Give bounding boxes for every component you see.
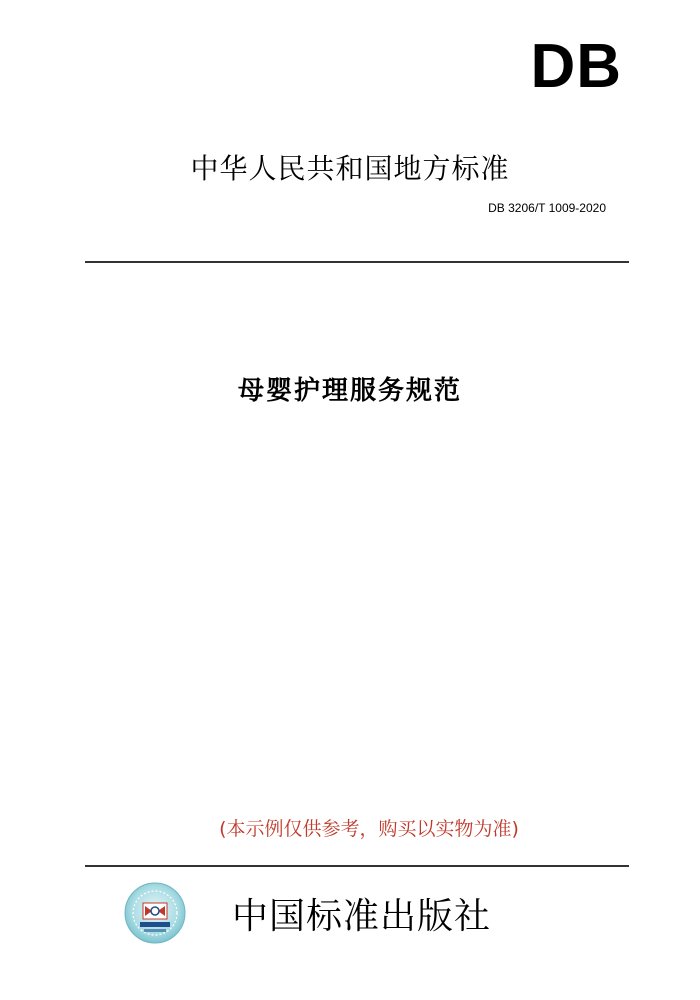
standard-code: DB 3206/T 1009-2020 [488,201,606,215]
top-divider [85,261,629,263]
db-logo: DB [530,32,622,101]
publisher-seal-icon [124,882,186,944]
sample-disclaimer: (本示例仅供参考，购买以实物为准) [219,818,519,840]
bottom-divider [85,865,629,867]
standard-type-heading: 中华人民共和国地方标准 [190,152,510,185]
publisher-name: 中国标准出版社 [232,896,492,937]
document-title: 母婴护理服务规范 [237,376,462,406]
